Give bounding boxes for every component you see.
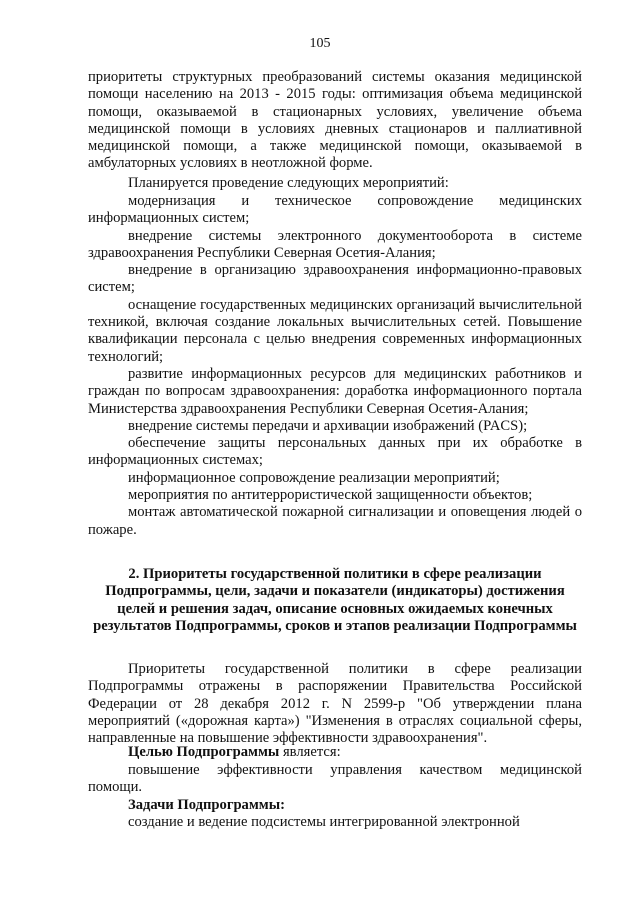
section-heading: 2. Приоритеты государственной политики в сфере реализации Подпрограммы, цели, задачи и показатели (индикаторы) достижения целей и решения задач, описание основных ожидаемых конечных результатов Подпрограммы, сроков и этапов реализации Подпрограммы bbox=[93, 566, 577, 634]
page-number: 105 bbox=[309, 36, 331, 51]
list-item: внедрение системы передачи и архивации изображений (PACS); bbox=[128, 417, 528, 434]
tasks-heading-line bbox=[88, 797, 582, 814]
list-item: развитие информационных ресурсов для медицинских работников и граждан по вопросам здравоохранения: доработка информационного портала Министерства здравоохранения Республики Северная Осетия-Алания; bbox=[88, 365, 582, 417]
intro-text: приоритеты структурных преобразований системы оказания медицинской помощи населению на 2013 - 2015 годы: оптимизация объема медицинской помощи, оказываемой в стационарных условиях, увеличение объема медицинской помощи в условиях дневных стационаров и паллиативной медицинской помощи, а также медицинской помощи, оказываемой в амбулаторных условиях в неотложной форме. bbox=[88, 69, 582, 172]
goal-text: повышение эффективности управления качеством медицинской помощи. bbox=[88, 762, 582, 796]
goal-heading bbox=[88, 744, 582, 761]
tasks-paragraph bbox=[88, 814, 582, 831]
priorities-paragraph bbox=[88, 661, 582, 747]
goal-paragraph bbox=[88, 762, 582, 797]
list-item: оснащение государственных медицинских организаций вычислительной техникой, включая создание локальных вычислительных сетей. Повышение квалификации персонала с целью внедрения современных информационных технологий; bbox=[88, 296, 582, 365]
list-item: внедрение системы электронного документооборота в системе здравоохранения Республики Северная Осетия-Алания; bbox=[88, 227, 582, 261]
section-heading-block bbox=[88, 566, 582, 635]
goal-heading-line bbox=[88, 744, 582, 761]
list-item: мероприятия по антитеррористической защищенности объектов; bbox=[128, 487, 533, 504]
goal-label: Целью Подпрограммы bbox=[128, 744, 280, 760]
measures-list bbox=[88, 193, 582, 539]
tasks-heading bbox=[88, 797, 582, 814]
tasks-label: Задачи Подпрограммы: bbox=[128, 797, 285, 813]
intro-paragraph bbox=[88, 69, 582, 173]
list-item: внедрение в организацию здравоохранения информационно-правовых систем; bbox=[88, 262, 582, 296]
list-item: обеспечение защиты персональных данных при их обработке в информационных системах; bbox=[88, 435, 582, 469]
priorities-text: Приоритеты государственной политики в сфере реализации Подпрограммы отражены в распоряжении Правительства Российской Федерации от 28 декабря 2012 г. N 2599-р "Об утверждении плана мероприятий («дорожная карта») "Изменения в отраслях социальной сферы, направленные на повышение эффективности здравоохранения". bbox=[88, 661, 582, 747]
task-text: создание и ведение подсистемы интегрированной электронной bbox=[128, 814, 520, 830]
list-item: информационное сопровождение реализации мероприятий; bbox=[128, 469, 500, 486]
planned-paragraph bbox=[88, 175, 582, 192]
goal-suffix: является: bbox=[279, 744, 341, 760]
list-item: монтаж автоматической пожарной сигнализации и оповещения людей о пожаре. bbox=[88, 504, 582, 538]
planned-text: Планируется проведение следующих мероприятий: bbox=[128, 175, 449, 191]
list-item: модернизация и техническое сопровождение медицинских информационных систем; bbox=[88, 193, 582, 227]
